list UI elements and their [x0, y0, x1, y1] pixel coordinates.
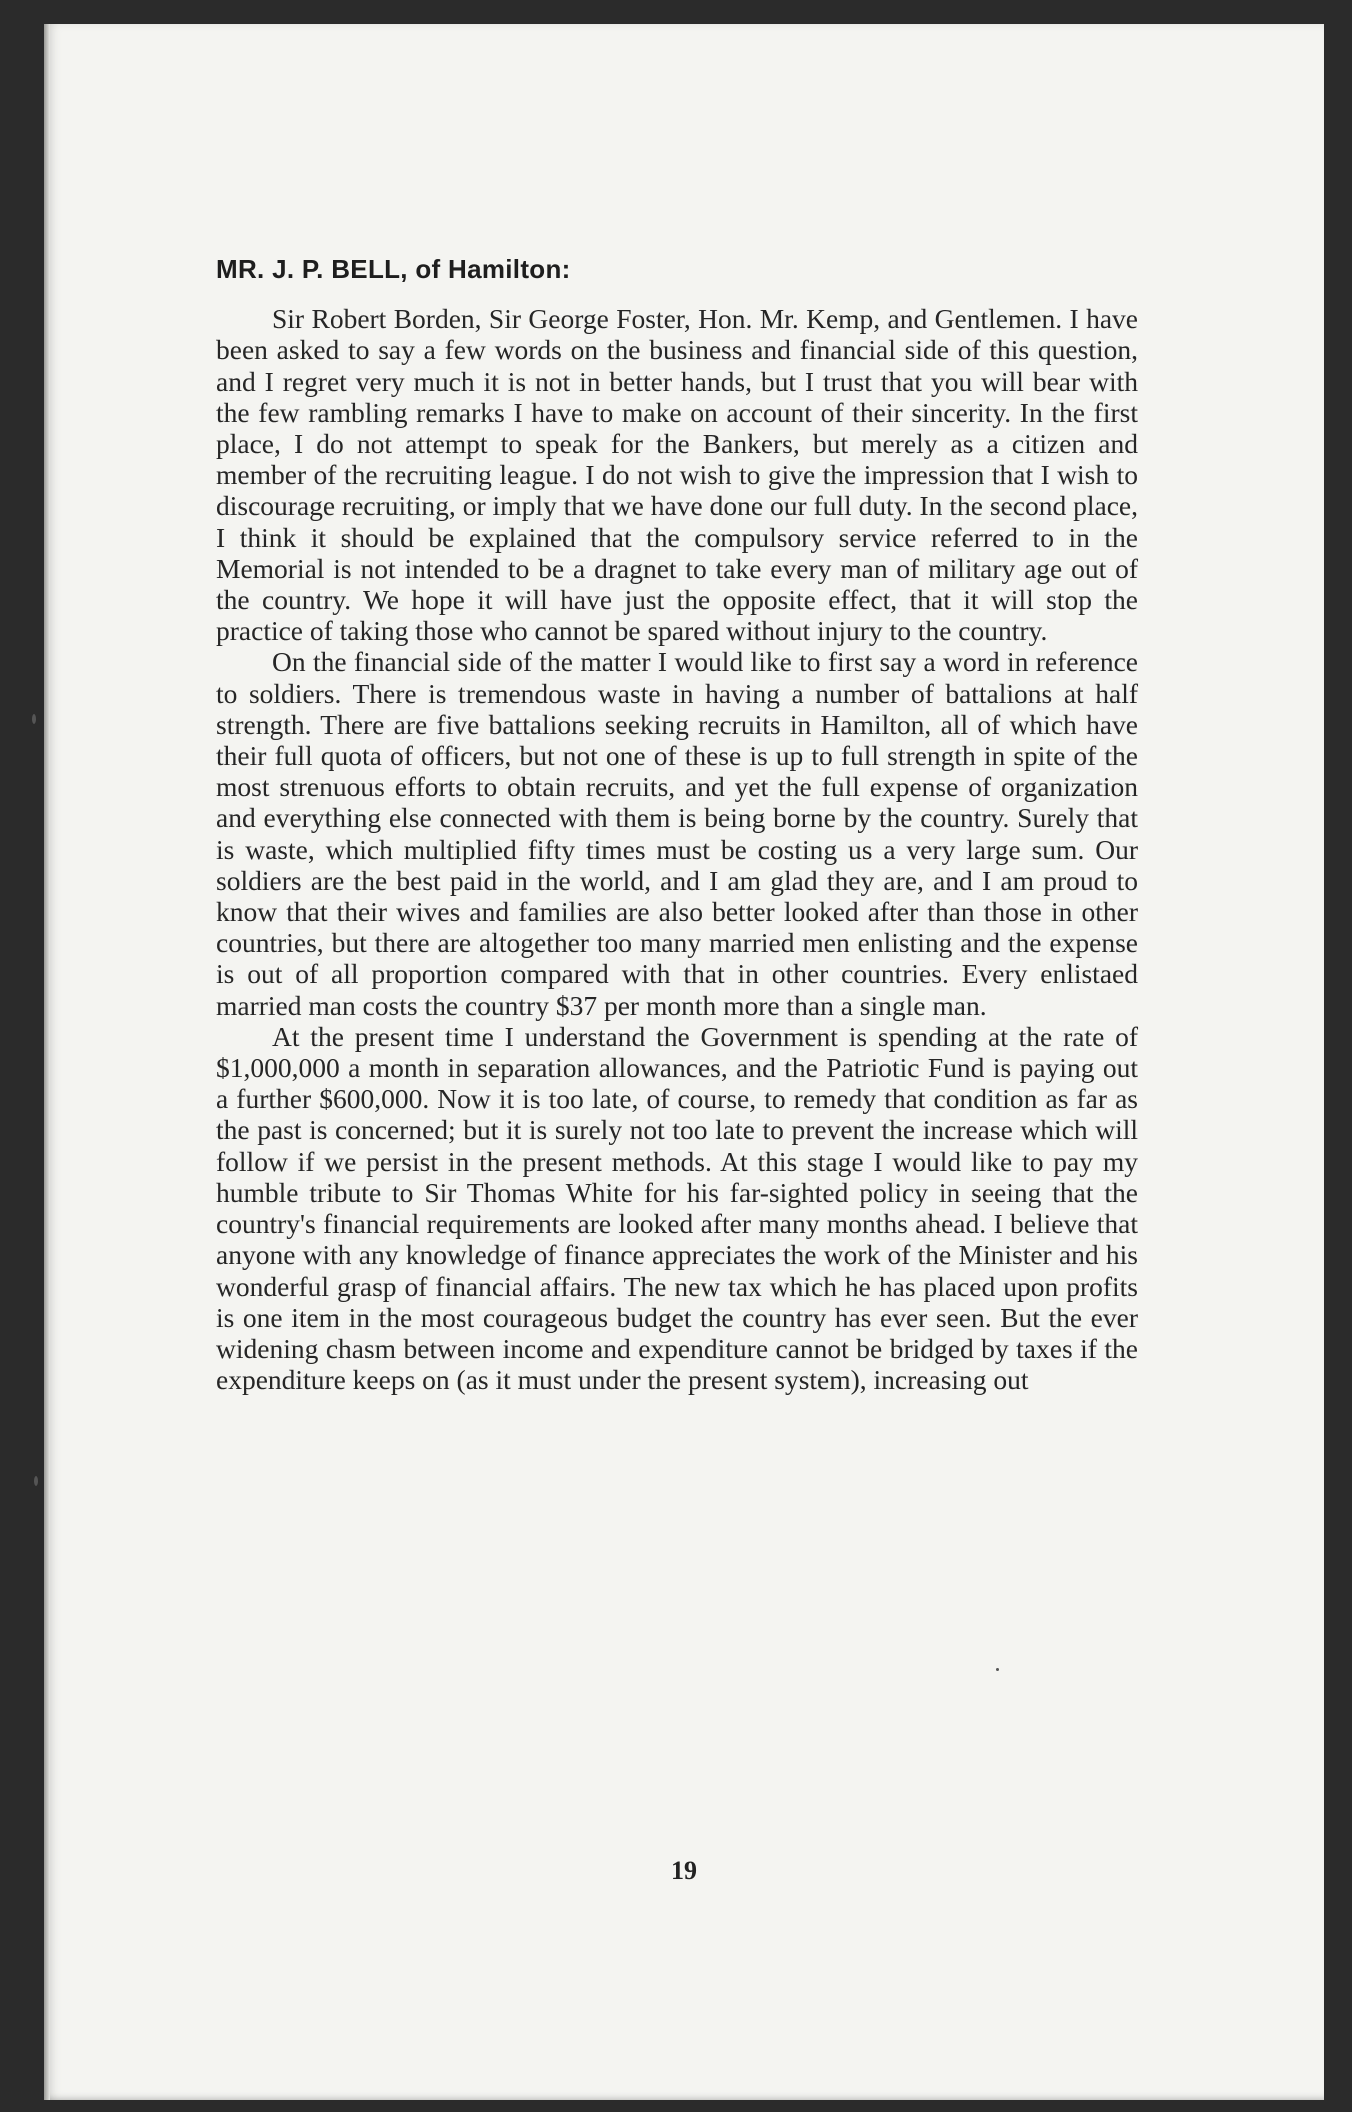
paragraph-1: Sir Robert Borden, Sir George Foster, Hon. Mr. Kemp, and Gentlemen. I have been asked to say a few words on the business and financial side of this question, and I regret very much it is not in better hands, but I trust that you will bear with the few rambling remarks I have to make on account of their sincerity. In the first place, I do not attempt to speak for the Bankers, but merely as a citizen and member of the recruiting league. I do not wish to give the impression that I wish to discourage recruiting, or imply that we have done our full duty. In the second place, I think it should be explained that the compulsory service referred to in the Memorial is not intended to be a dragnet to take every man of military age out of the country. We hope it will have just the opposite effect, that it will stop the practice of taking those who cannot be spared without injury to the country. — [216, 303, 1138, 647]
dust-speck — [32, 714, 36, 724]
speech-text — [216, 254, 1138, 1395]
speaker-heading: MR. J. P. BELL, of Hamilton: — [216, 254, 571, 284]
paragraph-3: At the present time I understand the Government is spending at the rate of $1,000,000 a month in separation allowances, and the Patriotic Fund is paying out a further $600,000. Now it is too late, of course, to remedy that condition as far as the past is concerned; but it is surely not too late to prevent the increase which will follow if we persist in the present methods. At this stage I would like to pay my humble tribute to Sir Thomas White for his far-sighted policy in seeing that the country's financial requirements are looked after many months ahead. I believe that anyone with any knowledge of finance appreciates the work of the Minister and his wonderful grasp of financial affairs. The new tax which he has placed upon profits is one item in the most courageous budget the country has ever seen. But the ever widening chasm between income and expenditure cannot be bridged by taxes if the expenditure keeps on (as it must under the present system), increasing out — [216, 1020, 1138, 1396]
book-page — [44, 24, 1324, 2100]
dust-speck — [34, 1476, 38, 1486]
page-number: 19 — [671, 1856, 697, 1885]
paragraph-2: On the financial side of the matter I would like to first say a word in reference to soldiers. There is tremendous waste in having a number of battalions at half strength. There are five battalions seeking recruits in Hamilton, all of which have their full quota of officers, but not one of these is up to full strength in spite of the most strenuous efforts to obtain recruits, and yet the full expense of organization and everything else connected with them is being borne by the country. Surely that is waste, which multiplied fifty times must be costing us a very large sum. Our soldiers are the best paid in the world, and I am glad they are, and I am proud to know that their wives and families are also better looked after than those in other countries, but there are altogether too many married men enlisting and the expense is out of all proportion compared with that in other countries. Every enlistaed married man costs the country $37 per month more than a single man. — [216, 646, 1138, 1021]
dust-speck — [996, 1668, 999, 1671]
